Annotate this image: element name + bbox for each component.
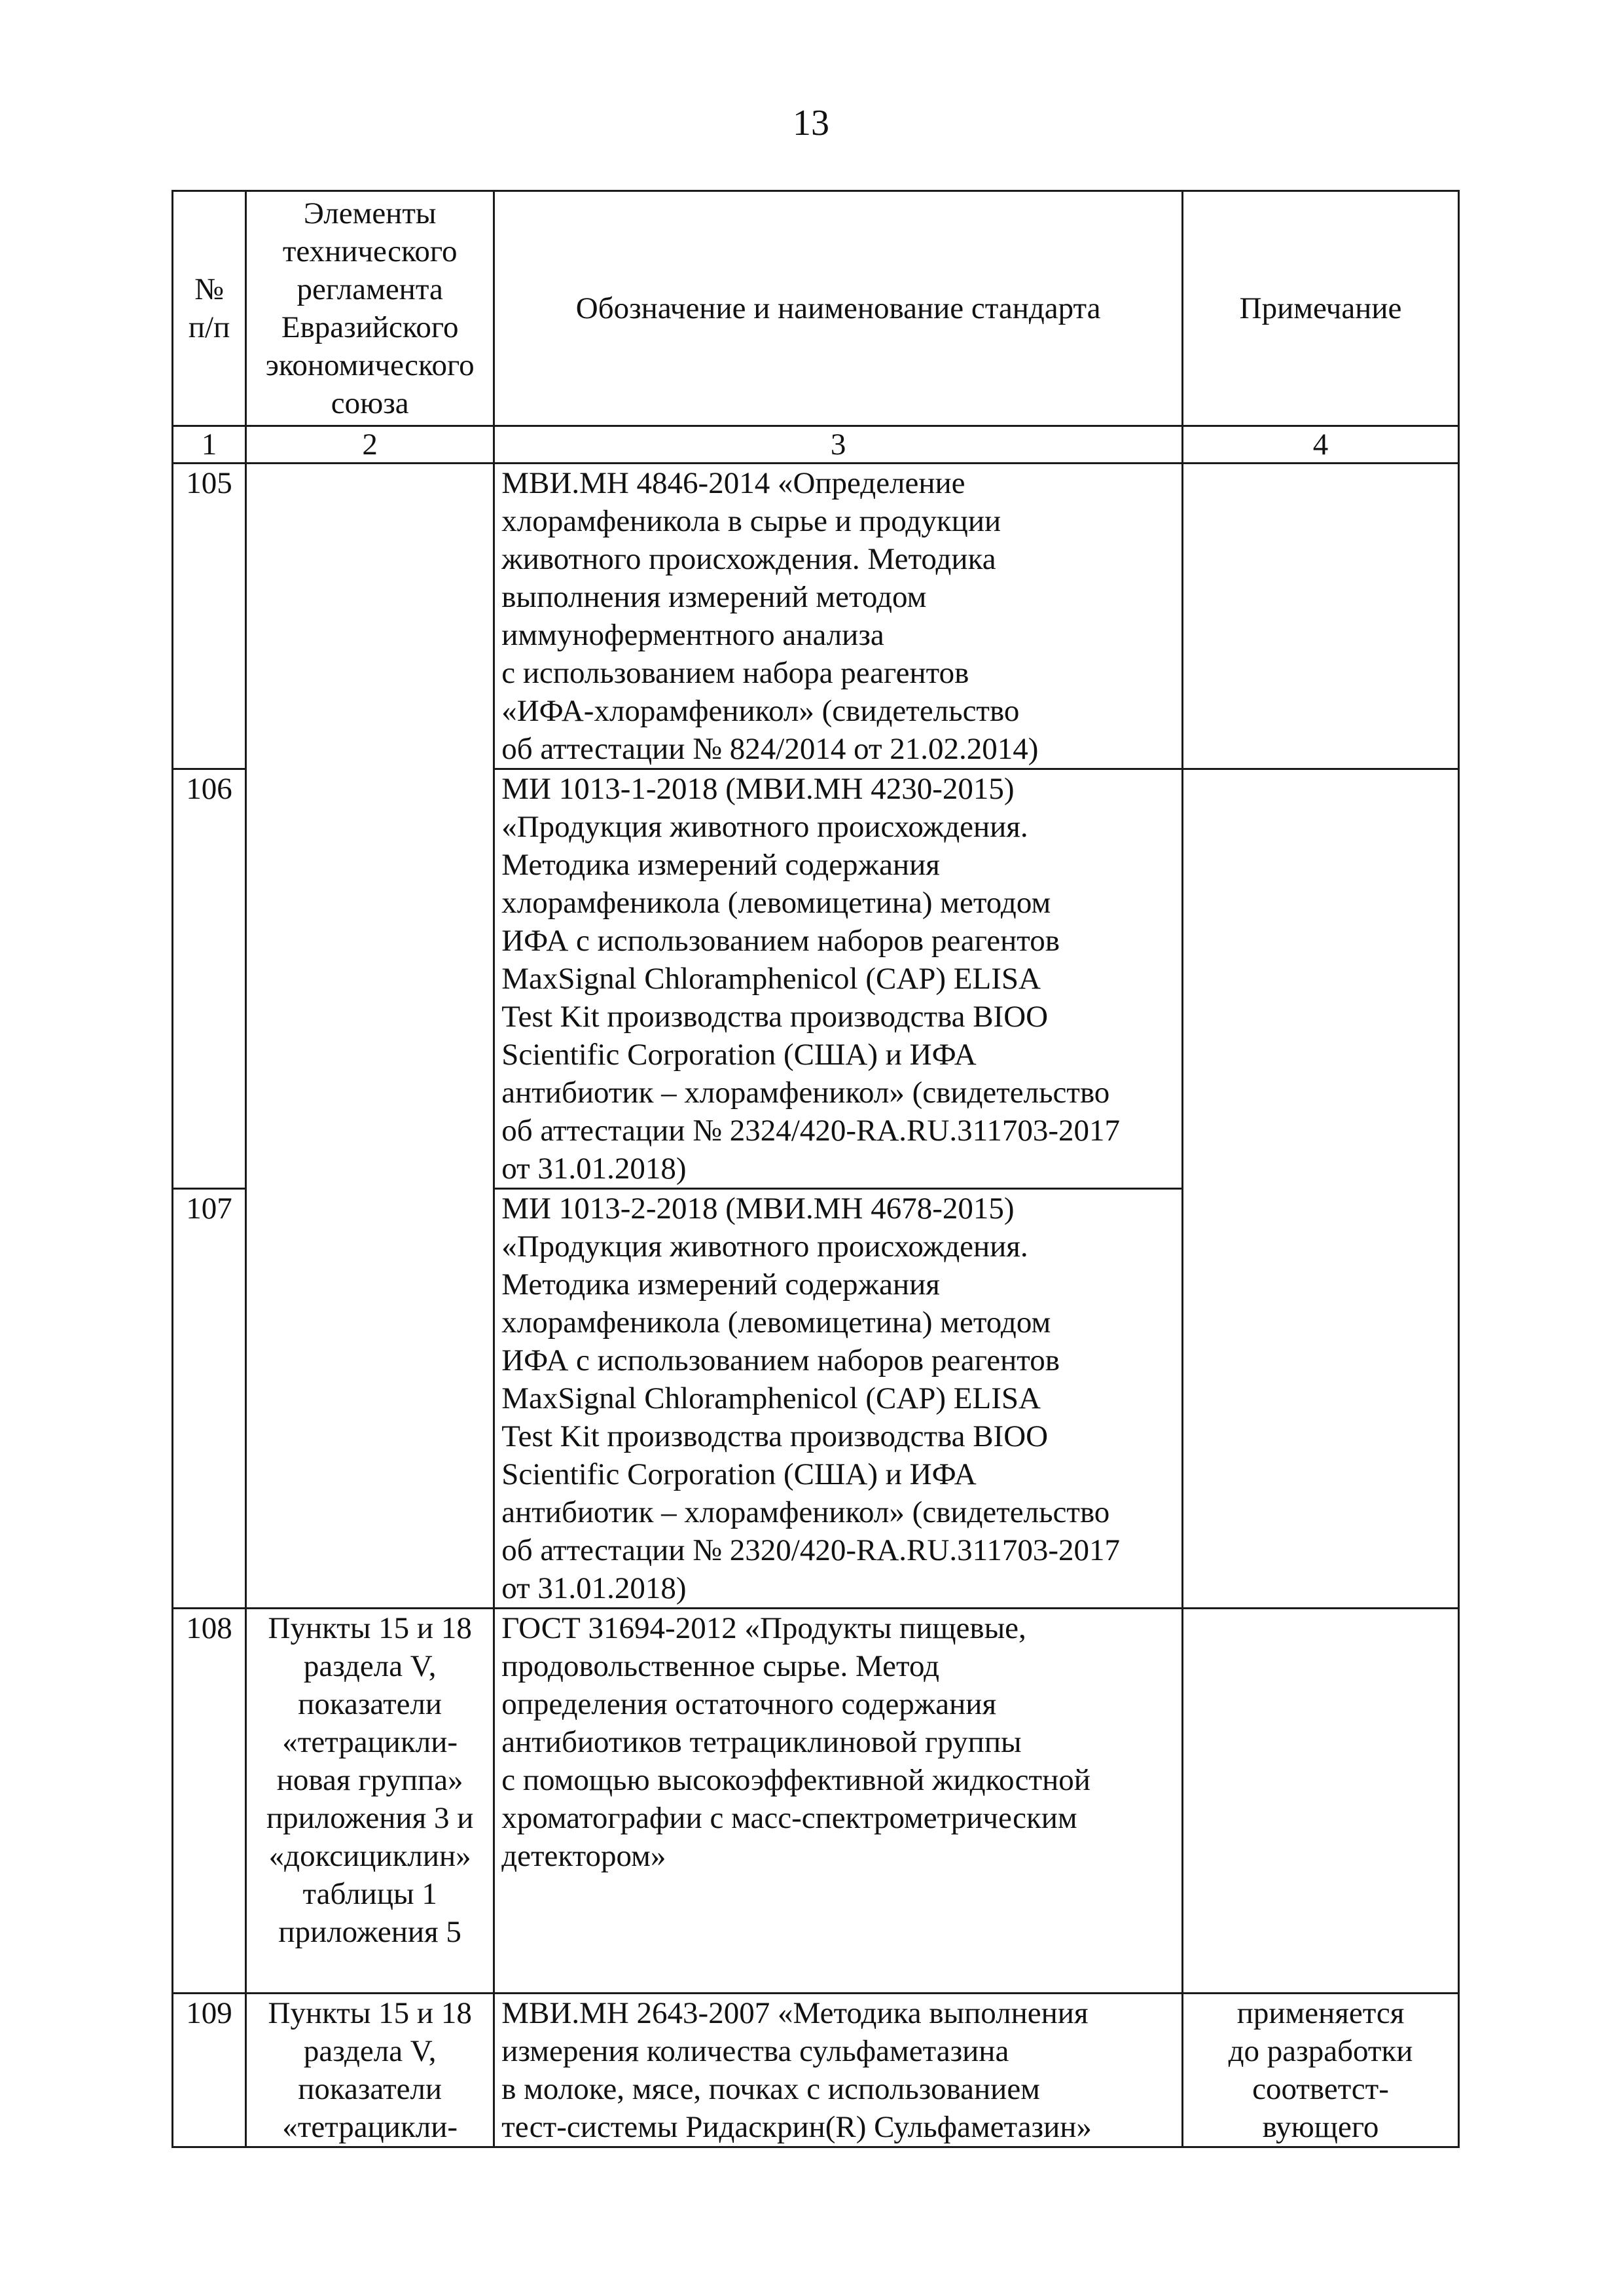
table-header-row <box>173 191 1459 426</box>
text-line: Test Kit производства производства BIOO <box>501 1000 1049 1034</box>
text-line: раздела V, <box>303 2034 437 2068</box>
text-line: Методика измерений содержания <box>501 1267 940 1302</box>
text-line: Примечание <box>1239 291 1402 325</box>
header-elements <box>246 191 494 426</box>
text-line: показатели <box>298 2072 442 2106</box>
header-num <box>173 191 246 426</box>
text-line: ИФА с использованием наборов реагентов <box>501 1343 1060 1377</box>
row-elements <box>246 464 494 1609</box>
row-number: 107 <box>173 1189 246 1609</box>
text-line: «ИФА-хлорамфеникол» (свидетельство <box>501 694 1020 728</box>
text-line: МИ 1013-1-2018 (МВИ.МН 4230-2015) <box>501 772 1015 806</box>
column-number: 2 <box>246 426 494 464</box>
text-line: экономического <box>265 348 475 382</box>
text-line: иммуноферментного анализа <box>501 618 884 652</box>
row-elements <box>246 1609 494 1994</box>
column-number: 1 <box>173 426 246 464</box>
row-standard <box>494 1189 1183 1609</box>
text-line: приложения 3 и <box>266 1801 474 1835</box>
row-note <box>1183 1609 1459 1994</box>
text-line: ГОСТ 31694-2012 «Продукты пищевые, <box>501 1611 1026 1645</box>
text-line: продовольственное сырье. Метод <box>501 1649 939 1683</box>
text-line: об аттестации № 2324/420-RA.RU.311703-2017 <box>501 1114 1120 1148</box>
row-note <box>1183 464 1459 769</box>
text-line: показатели <box>298 1687 442 1721</box>
text-line: хроматографии с масс-спектрометрическим <box>501 1801 1077 1835</box>
text-line: Обозначение и наименование стандарта <box>575 291 1101 325</box>
text-line: MaxSignal Chloramphenicol (CAP) ELISA <box>501 962 1041 996</box>
text-line: технического <box>282 234 458 268</box>
row-number: 108 <box>173 1609 246 1994</box>
text-line: антибиотик – хлорамфеникол» (свидетельство <box>501 1495 1110 1529</box>
row-elements <box>246 1994 494 2147</box>
text-line: хлорамфеникола (левомицетина) методом <box>501 886 1051 920</box>
text-line: MaxSignal Chloramphenicol (CAP) ELISA <box>501 1381 1041 1415</box>
text-line: выполнения измерений методом <box>501 580 927 614</box>
text-line: раздела V, <box>303 1649 437 1683</box>
text-line: хлорамфеникола (левомицетина) методом <box>501 1305 1051 1339</box>
row-standard <box>494 1994 1183 2147</box>
row-standard <box>494 769 1183 1189</box>
text-line: Пункты 15 и 18 <box>268 1611 472 1645</box>
column-numbers-row <box>173 426 1459 464</box>
row-note <box>1183 769 1459 1609</box>
text-line: МВИ.МН 2643-2007 «Методика выполнения <box>501 1996 1089 2030</box>
text-line: п/п <box>188 310 230 344</box>
text-line: «доксициклин» <box>268 1839 471 1873</box>
text-line: приложения 5 <box>278 1915 461 1949</box>
table-row <box>173 1994 1459 2147</box>
text-line: антибиотик – хлорамфеникол» (свидетельство <box>501 1076 1110 1110</box>
text-line: детектором» <box>501 1839 666 1873</box>
text-line: об аттестации № 824/2014 от 21.02.2014) <box>501 732 1039 766</box>
text-line: «тетрацикли- <box>282 1725 458 1759</box>
text-line: до разработки <box>1228 2034 1413 2068</box>
text-line: ИФА с использованием наборов реагентов <box>501 924 1060 958</box>
text-line: тест-системы Ридаскрин(R) Сульфаметазин» <box>501 2110 1092 2144</box>
row-number: 106 <box>173 769 246 1189</box>
text-line: Методика измерений содержания <box>501 848 940 882</box>
row-standard <box>494 1609 1183 1994</box>
table-row <box>173 1609 1459 1994</box>
header-standard <box>494 191 1183 426</box>
text-line: МИ 1013-2-2018 (МВИ.МН 4678-2015) <box>501 1192 1015 1226</box>
text-line: Элементы <box>303 196 437 230</box>
text-line: регламента <box>297 272 443 306</box>
column-number: 3 <box>494 426 1183 464</box>
text-line: Scientific Corporation (США) и ИФА <box>501 1457 977 1491</box>
text-line: от 31.01.2018) <box>501 1152 687 1186</box>
text-line: МВИ.МН 4846-2014 «Определение <box>501 466 965 500</box>
row-number: 109 <box>173 1994 246 2147</box>
text-line: применяется <box>1236 1996 1405 2030</box>
text-line: «тетрацикли- <box>282 2110 458 2144</box>
table-row <box>173 464 1459 769</box>
text-line: определения остаточного содержания <box>501 1687 997 1721</box>
text-line: от 31.01.2018) <box>501 1571 687 1605</box>
text-line: новая группа» <box>276 1763 463 1797</box>
text-line: Scientific Corporation (США) и ИФА <box>501 1038 977 1072</box>
text-line: «Продукция животного происхождения. <box>501 1230 1028 1264</box>
text-line: союза <box>331 386 409 420</box>
row-standard <box>494 464 1183 769</box>
text-line: измерения количества сульфаметазина <box>501 2034 1009 2068</box>
text-line: антибиотиков тетрациклиновой группы <box>501 1725 1022 1759</box>
text-line: «Продукция животного происхождения. <box>501 810 1028 844</box>
text-line: с использованием набора реагентов <box>501 656 969 690</box>
text-line: № <box>194 272 224 306</box>
text-line: с помощью высокоэффективной жидкостной <box>501 1763 1090 1797</box>
text-line: Пункты 15 и 18 <box>268 1996 472 2030</box>
text-line: Test Kit производства производства BIOO <box>501 1419 1049 1453</box>
text-line: об аттестации № 2320/420-RA.RU.311703-2017 <box>501 1533 1120 1567</box>
row-number: 105 <box>173 464 246 769</box>
page-number: 13 <box>793 103 829 143</box>
text-line: Евразийского <box>281 310 459 344</box>
text-line: в молоке, мясе, почках с использованием <box>501 2072 1040 2106</box>
text-line: соответст- <box>1252 2072 1389 2106</box>
row-note <box>1183 1994 1459 2147</box>
header-note <box>1183 191 1459 426</box>
text-line: хлорамфеникола в сырье и продукции <box>501 504 1001 538</box>
text-line: животного происхождения. Методика <box>501 542 996 576</box>
standards-table <box>171 190 1460 2148</box>
text-line: таблицы 1 <box>302 1877 437 1911</box>
column-number: 4 <box>1183 426 1459 464</box>
text-line: вующего <box>1262 2110 1379 2144</box>
